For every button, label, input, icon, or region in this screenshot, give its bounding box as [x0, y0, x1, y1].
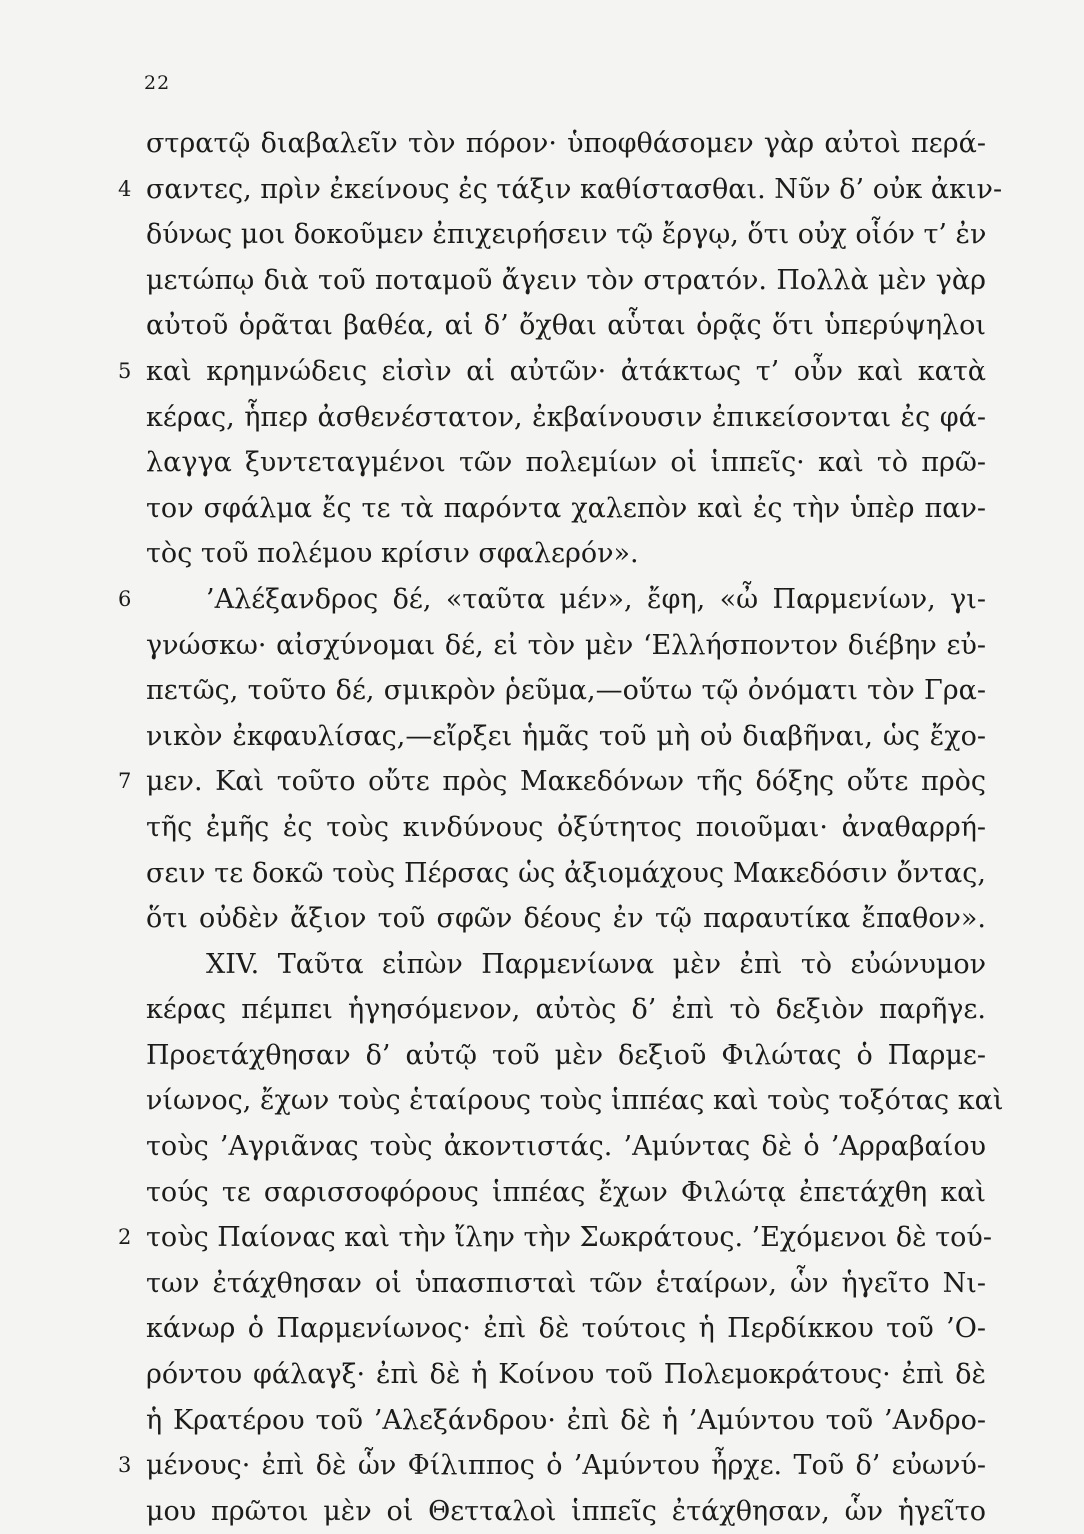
section-number: 5: [118, 358, 132, 383]
text-line: [118, 349, 986, 395]
text-line: [146, 440, 986, 486]
text-line: [146, 1078, 1004, 1124]
text-line: [146, 395, 986, 441]
text-line: [146, 714, 986, 760]
section-number: 2: [118, 1225, 132, 1250]
line-text: γνώσκω· αἰσχύνομαι δέ, εἰ τὸν μὲν ‘Ελλήσποντον διέβην εὐ-: [146, 629, 986, 661]
line-text: μου πρῶτοι μὲν οἱ Θετταλοὶ ἱππεῖς ἐτάχθησαν, ὧν ἡγεῖτο: [146, 1495, 986, 1527]
text-line: [146, 851, 986, 897]
line-text: ’Αλέξανδρος δέ, «ταῦτα μέν», ἔφη, «ὦ Παρμενίων, γι-: [206, 583, 986, 615]
line-text: μένους· ἐπὶ δὲ ὧν Φίλιππος ὁ ’Αμύντου ἦρχε. Τοῦ δ’ εὐωνύ-: [146, 1450, 986, 1482]
text-line: [146, 1306, 986, 1352]
section-number: 7: [118, 769, 132, 794]
line-text: των ἐτάχθησαν οἱ ὑπασπισταὶ τῶν ἑταίρων, ὧν ἡγεῖτο Νι-: [146, 1267, 986, 1299]
text-line: [146, 987, 986, 1033]
text-line: [118, 1443, 986, 1489]
line-text: ὅτι οὐδὲν ἄξιον τοῦ σφῶν δέους ἐν τῷ παραυτίκα ἔπαθον».: [146, 903, 986, 935]
line-text: μεν. Καὶ τοῦτο οὔτε πρὸς Μακεδόνων τῆς δόξης οὔτε πρὸς: [146, 766, 986, 798]
section-number: 3: [118, 1453, 132, 1478]
line-text: δύνως μοι δοκοῦμεν ἐπιχειρήσειν τῷ ἔργῳ, ὅτι οὐχ οἷόν τ’ ἐν: [146, 219, 987, 251]
text-line: [118, 1215, 992, 1261]
text-line: [146, 1398, 986, 1444]
section-number: 6: [118, 586, 132, 611]
line-text: τον σφάλμα ἔς τε τὰ παρόντα χαλεπὸν καὶ ἐς τὴν ὑπὲρ παν-: [146, 492, 986, 524]
text-line: [146, 121, 986, 167]
line-text: λαγγα ξυντεταγμένοι τῶν πολεμίων οἱ ἱππεῖς· καὶ τὸ πρῶ-: [146, 447, 986, 479]
text-line: [146, 942, 986, 988]
text-line: [118, 759, 986, 805]
text-body: [118, 121, 1004, 1534]
text-line: [146, 531, 986, 577]
line-text: τῆς ἐμῆς ἐς τοὺς κινδύνους ὀξύτητος ποιοῦμαι· ἀναθαρρή-: [146, 811, 986, 843]
line-text: ρόντου φάλαγξ· ἐπὶ δὲ ἡ Κοίνου τοῦ Πολεμοκράτους· ἐπὶ δὲ: [146, 1359, 986, 1391]
text-line: [146, 805, 986, 851]
line-text: τὸς τοῦ πολέμου κρίσιν σφαλερόν».: [146, 538, 639, 570]
text-line: [146, 1033, 986, 1079]
line-text: κέρας πέμπει ἡγησόμενον, αὐτὸς δ’ ἐπὶ τὸ δεξιὸν παρῆγε.: [146, 994, 986, 1026]
line-text: τούς τε σαρισσοφόρους ἱππέας ἔχων Φιλώτᾳ ἐπετάχθη καὶ: [146, 1176, 986, 1208]
line-text: νίωνος, ἔχων τοὺς ἑταίρους τοὺς ἱππέας καὶ τοὺς τοξότας καὶ: [146, 1085, 1004, 1117]
line-text: καὶ κρημνώδεις εἰσὶν αἱ αὐτῶν· ἀτάκτως τ’ οὖν καὶ κατὰ: [146, 355, 986, 387]
text-line: [146, 1352, 986, 1398]
line-text: σαντες, πρὶν ἐκείνους ἐς τάξιν καθίστασθαι. Νῦν δ’ οὐκ ἀκιν-: [146, 173, 1003, 205]
line-text: σειν τε δοκῶ τοὺς Πέρσας ὡς ἀξιομάχους Μακεδόσιν ὄντας,: [146, 857, 986, 889]
text-line: [146, 1261, 986, 1307]
line-text: κέρας, ἧπερ ἀσθενέστατον, ἐκβαίνουσιν ἐπικείσονται ἐς φά-: [146, 401, 986, 433]
text-line: [146, 623, 986, 669]
text-line: [146, 896, 986, 942]
text-line: [146, 1124, 986, 1170]
text-line: [146, 668, 986, 714]
line-text: μετώπῳ διὰ τοῦ ποταμοῦ ἄγειν τὸν στρατόν. Πολλὰ μὲν γὰρ: [146, 264, 986, 296]
line-text: κάνωρ ὁ Παρμενίωνος· ἐπὶ δὲ τούτοις ἡ Περδίκκου τοῦ ’Ο-: [146, 1313, 986, 1345]
text-line: [118, 577, 986, 623]
text-line: [146, 486, 986, 532]
line-text: ἡ Κρατέρου τοῦ ’Αλεξάνδρου· ἐπὶ δὲ ἡ ’Αμύντου τοῦ ’Ανδρο-: [146, 1404, 986, 1436]
line-text: τοὺς Παίονας καὶ τὴν ἴλην τὴν Σωκράτους. ’Εχόμενοι δὲ τού-: [146, 1222, 992, 1254]
line-text: XIV. Ταῦτα εἰπὼν Παρμενίωνα μὲν ἐπὶ τὸ εὐώνυμον: [206, 948, 986, 980]
text-line: [146, 212, 986, 258]
line-text: αὐτοῦ ὁρᾶται βαθέα, αἱ δ’ ὄχθαι αὗται ὁρᾷς ὅτι ὑπερύψηλοι: [146, 310, 986, 342]
text-line: [146, 258, 986, 304]
line-text: πετῶς, τοῦτο δέ, σμικρὸν ῥεῦμα,—οὕτω τῷ ὀνόματι τὸν Γρα-: [146, 675, 986, 707]
line-text: στρατῷ διαβαλεῖν τὸν πόρον· ὑποφθάσομεν γὰρ αὐτοὶ περά-: [146, 128, 986, 159]
text-line: [146, 1489, 986, 1534]
text-line: [118, 167, 1003, 213]
text-line: [146, 1170, 986, 1216]
page-number: 22: [144, 72, 171, 94]
line-text: Προετάχθησαν δ’ αὐτῷ τοῦ μὲν δεξιοῦ Φιλώτας ὁ Παρμε-: [146, 1039, 986, 1071]
section-number: 4: [118, 176, 132, 201]
line-text: νικὸν ἐκφαυλίσας,—εἴρξει ἡμᾶς τοῦ μὴ οὐ διαβῆναι, ὡς ἔχο-: [146, 720, 986, 752]
text-line: [146, 303, 986, 349]
line-text: τοὺς ’Αγριᾶνας τοὺς ἀκοντιστάς. ’Αμύντας δὲ ὁ ’Αρραβαίου: [146, 1131, 986, 1163]
